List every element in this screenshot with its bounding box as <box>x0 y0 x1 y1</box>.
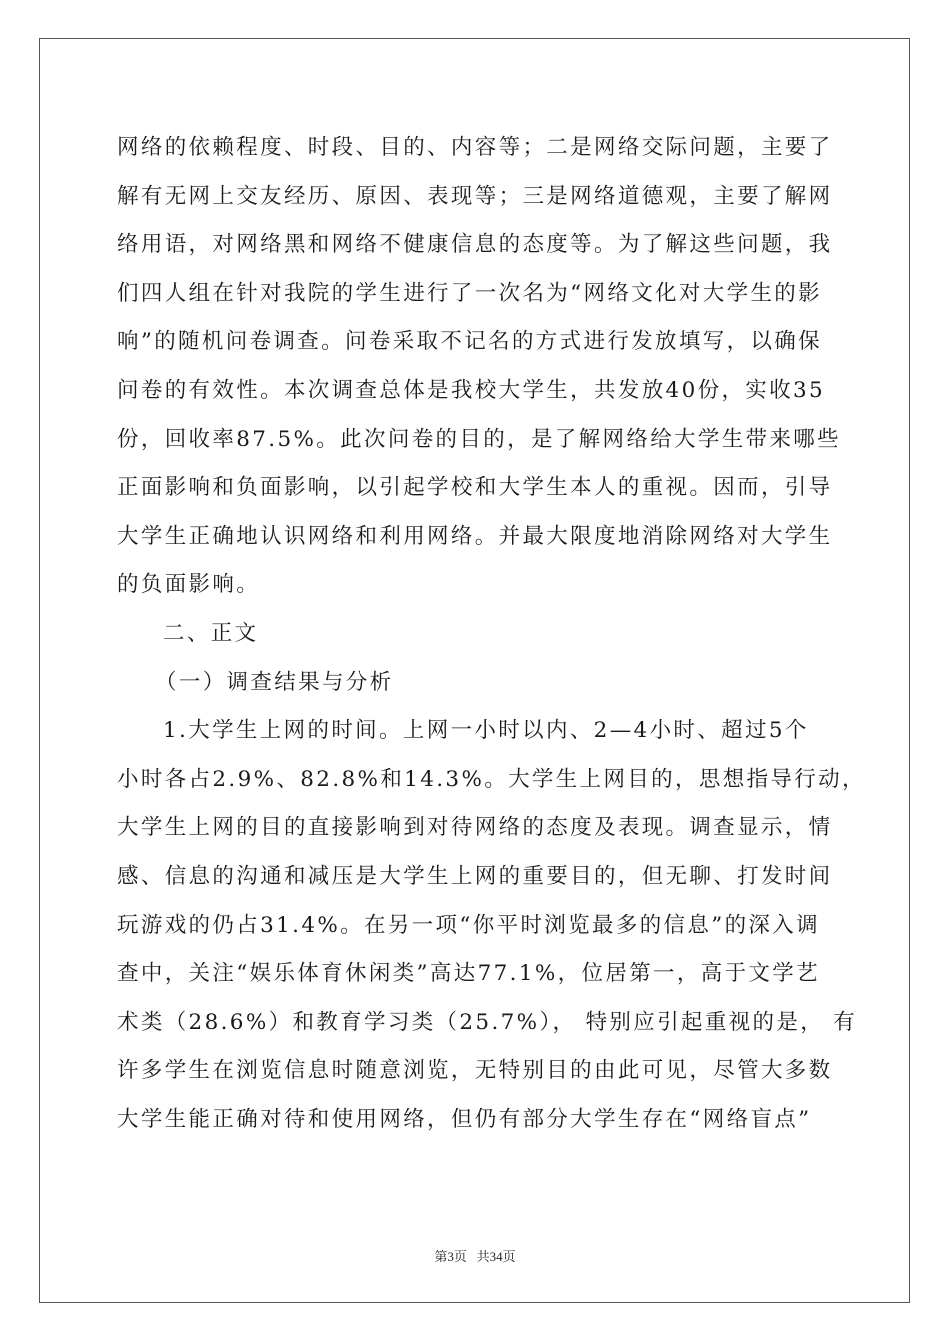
body-line: 的负面影响。 <box>117 572 261 598</box>
body-line: 络用语，对网络黑和网络不健康信息的态度等。为了解这些问题，我 <box>117 232 833 258</box>
body-line: 玩游戏的仍占31.4%。在另一项“你平时浏览最多的信息”的深入调 <box>117 912 820 938</box>
document-body <box>117 124 866 1144</box>
body-line: 1.大学生上网的时间。上网一小时以内、2—4小时、超过5个 <box>163 718 809 744</box>
body-line: 大学生正确地认识网络和利用网络。并最大限度地消除网络对大学生 <box>117 523 833 549</box>
body-line: 感、信息的沟通和减压是大学生上网的重要目的，但无聊、打发时间 <box>117 863 833 889</box>
body-line: 许多学生在浏览信息时随意浏览，无特别目的由此可见，尽管大多数 <box>117 1058 833 1084</box>
body-line: 术类（28.6%）和教育学习类（25.7%）， 特别应引起重视的是， 有 <box>117 1009 858 1035</box>
body-line: 正面影响和负面影响，以引起学校和大学生本人的重视。因而，引导 <box>117 475 833 501</box>
section-heading: 二、正文 <box>163 620 259 646</box>
body-line: 大学生能正确对待和使用网络，但仍有部分大学生存在“网络盲点” <box>117 1106 812 1132</box>
body-line: 响”的随机问卷调查。问卷采取不记名的方式进行发放填写，以确保 <box>117 329 822 355</box>
body-line: 解有无网上交友经历、原因、表现等；三是网络道德观，主要了解网 <box>117 183 833 209</box>
subsection-heading: （一）调查结果与分析 <box>155 669 394 695</box>
body-line: 大学生上网的目的直接影响到对待网络的态度及表现。调查显示，情 <box>117 815 833 841</box>
body-line: 问卷的有效性。本次调查总体是我校大学生，共发放40份，实收35 <box>117 377 826 403</box>
body-line: 们四人组在针对我院的学生进行了一次名为“网络文化对大学生的影 <box>117 280 822 306</box>
page-footer: 第3页 共34页 <box>434 1249 516 1264</box>
body-line: 份，回收率87.5%。此次问卷的目的，是了解网络给大学生带来哪些 <box>117 426 842 452</box>
body-line: 查中，关注“娱乐体育休闲类”高达77.1%，位居第一，高于文学艺 <box>117 961 820 987</box>
body-line: 小时各占2.9%、82.8%和14.3%。大学生上网目的，思想指导行动， <box>117 766 866 792</box>
body-line: 网络的依赖程度、时段、目的、内容等；二是网络交际问题，主要了 <box>117 135 833 160</box>
